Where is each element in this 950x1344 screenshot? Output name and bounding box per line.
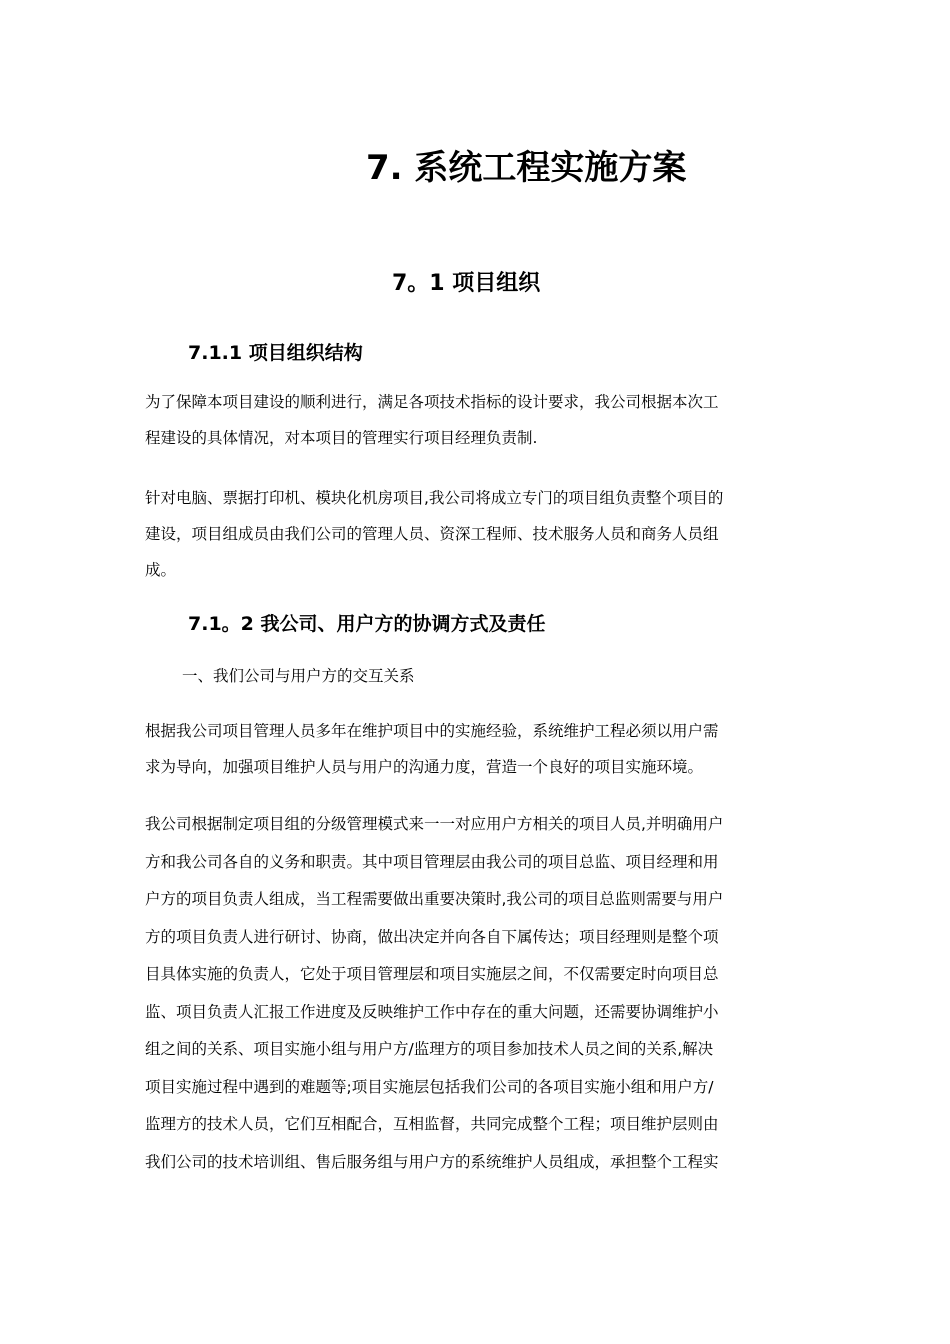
subsection-title-7-1-2: 7.1。2 我公司、用户方的协调方式及责任 bbox=[188, 613, 546, 635]
paragraph-line: 针对电脑、票据打印机、模块化机房项目,我公司将成立专门的项目组负责整个项目的 bbox=[145, 489, 724, 507]
paragraph-line: 方的项目负责人进行研讨、协商，做出决定并向各自下属传达；项目经理则是整个项 bbox=[145, 927, 719, 946]
paragraph-line: 项目实施过程中遇到的难题等;项目实施层包括我们公司的各项目实施小组和用户方/ bbox=[145, 1077, 714, 1096]
paragraph-line: 户方的项目负责人组成，当工程需要做出重要决策时,我公司的项目总监则需要与用户 bbox=[145, 890, 724, 908]
paragraph-line: 我公司根据制定项目组的分级管理模式来一一对应用户方相关的项目人员,并明确用户 bbox=[145, 815, 724, 833]
item-heading: 一、我们公司与用户方的交互关系 bbox=[182, 667, 415, 685]
paragraph-line: 成。 bbox=[145, 561, 177, 579]
paragraph-line: 程建设的具体情况，对本项目的管理实行项目经理负责制. bbox=[145, 429, 538, 447]
paragraph-line: 我们公司的技术培训组、售后服务组与用户方的系统维护人员组成，承担整个工程实 bbox=[145, 1152, 719, 1171]
paragraph-line: 建设，项目组成员由我们公司的管理人员、资深工程师、技术服务人员和商务人员组 bbox=[145, 525, 719, 543]
paragraph-line: 根据我公司项目管理人员多年在维护项目中的实施经验，系统维护工程必须以用户需 bbox=[145, 722, 719, 740]
paragraph-line: 求为导向，加强项目维护人员与用户的沟通力度，营造一个良好的项目实施环境。 bbox=[145, 758, 704, 776]
chapter-title: 7. 系统工程实施方案 bbox=[366, 148, 687, 188]
paragraph-line: 为了保障本项目建设的顺利进行，满足各项技术指标的设计要求，我公司根据本次工 bbox=[145, 393, 719, 411]
paragraph-line: 组之间的关系、项目实施小组与用户方/监理方的项目参加技术人员之间的关系,解决 bbox=[145, 1040, 714, 1058]
paragraph bbox=[145, 713, 805, 785]
paragraph-line: 监理方的技术人员，它们互相配合，互相监督，共同完成整个工程；项目维护层则由 bbox=[145, 1115, 719, 1133]
paragraph-line: 方和我公司各自的义务和职责。其中项目管理层由我公司的项目总监、项目经理和用 bbox=[145, 852, 719, 871]
paragraph bbox=[145, 480, 805, 588]
subsection-title-7-1-1: 7.1.1 项目组织结构 bbox=[188, 342, 363, 364]
paragraph bbox=[145, 806, 805, 1181]
paragraph-line: 目具体实施的负责人，它处于项目管理层和项目实施层之间，不仅需要定时向项目总 bbox=[145, 965, 719, 983]
paragraph bbox=[145, 384, 805, 456]
section-title: 7。1 项目组织 bbox=[392, 271, 541, 296]
paragraph-line: 监、项目负责人汇报工作进度及反映维护工作中存在的重大问题，还需要协调维护小 bbox=[145, 1002, 719, 1021]
